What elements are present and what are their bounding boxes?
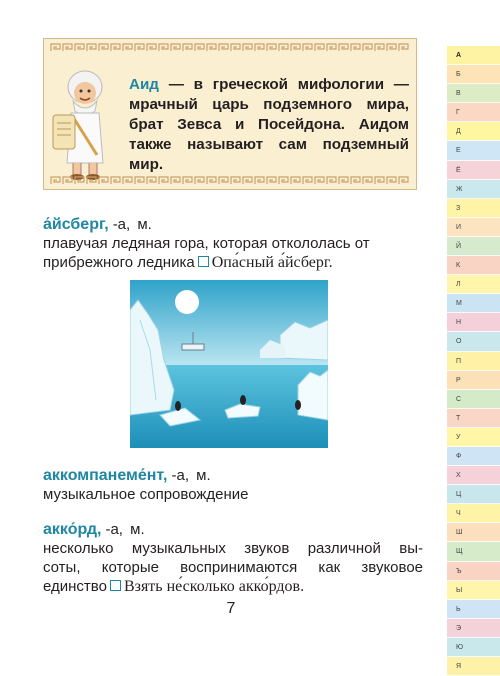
entry-headword: а́йсберг, [43,216,109,233]
entry-chord [43,520,423,596]
entry-definition-line: прибрежного ледника [43,254,195,271]
alphabet-tab[interactable]: Ю [447,638,500,657]
alphabet-tab[interactable]: К [447,256,500,275]
alphabet-tab[interactable]: Л [447,275,500,294]
alphabet-tab[interactable]: Ъ [447,562,500,581]
alphabet-tab[interactable]: Я [447,657,500,676]
entry-headword: акко́рд, [43,521,102,538]
alphabet-tab[interactable]: Ы [447,581,500,600]
alphabet-tab[interactable]: А [447,46,500,65]
info-box-headword: Аид [129,76,159,93]
alphabet-tab[interactable]: Ш [447,523,500,542]
alphabet-tab[interactable]: Н [447,313,500,332]
info-box-body: — в греческой мифологии — мрачный царь подземного мира, брат Зевса и Посейдона. Аидом также называют сам подземный мир. [129,76,409,173]
alphabet-tab[interactable]: Щ [447,542,500,561]
entry-definition-line: плавучая ледяная гора, которая откололась от [43,235,370,252]
alphabet-tab[interactable]: С [447,390,500,409]
alphabet-tab[interactable]: Ц [447,485,500,504]
iceberg-illustration [130,280,328,448]
entry-grammar: -а, м. [105,521,145,538]
alphabet-tab[interactable]: И [447,218,500,237]
entry-grammar: -а, м. [171,467,211,484]
alphabet-tab[interactable]: М [447,294,500,313]
info-box-hades [43,38,417,190]
greek-meander-border-top [50,43,410,52]
alphabet-tab[interactable]: Х [447,466,500,485]
example-marker-icon [198,256,209,267]
alphabet-tab[interactable]: Ч [447,504,500,523]
entry-iceberg [43,215,423,272]
entry-accompaniment [43,466,423,504]
entry-definition-line: несколько музыкальных звуков различной вы- [43,540,423,557]
entry-definition-line: соты, которые воспринимаются как звуковое [43,559,423,576]
alphabet-tab[interactable]: Й [447,237,500,256]
entry-grammar: -а, м. [112,216,152,233]
alphabet-tab[interactable]: Б [447,65,500,84]
alphabet-tab[interactable]: Р [447,371,500,390]
alphabet-tab[interactable]: Г [447,103,500,122]
entry-example: Опа́сный а́йсберг. [211,254,333,271]
hades-cartoon-illustration [51,63,115,183]
alphabet-tab[interactable]: Ё [447,161,500,180]
entry-definition-line: единство [43,578,107,595]
alphabet-tab[interactable]: О [447,332,500,351]
alphabet-tab[interactable]: В [447,84,500,103]
alphabet-tab[interactable]: Э [447,619,500,638]
info-box-text [129,75,409,175]
entry-example: Взять не́сколько акко́рдов. [123,578,305,595]
alphabet-tab[interactable]: Ь [447,600,500,619]
alphabet-tab[interactable]: Е [447,141,500,160]
alphabet-tab[interactable]: Т [447,409,500,428]
alphabet-tab[interactable]: З [447,199,500,218]
alphabet-tab[interactable]: П [447,352,500,371]
alphabet-tab[interactable]: Д [447,122,500,141]
page-number: 7 [226,600,236,617]
greek-meander-border-bottom [50,176,410,185]
alphabet-tab[interactable]: Ф [447,447,500,466]
entry-definition-line: музыкальное сопровождение [43,486,249,503]
alphabet-tab[interactable]: У [447,428,500,447]
example-marker-icon [110,580,121,591]
alphabet-tab[interactable]: Ж [447,180,500,199]
entry-headword: аккомпанеме́нт, [43,467,168,484]
alphabet-index [447,46,500,676]
